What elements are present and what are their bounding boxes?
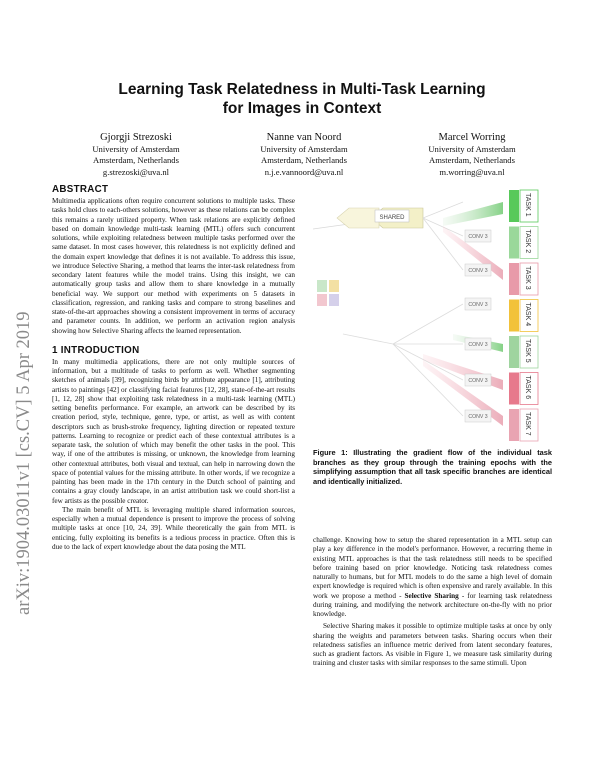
author-affiliation: University of Amsterdam <box>428 144 516 154</box>
task-bar <box>509 300 519 332</box>
author-email[interactable]: g.strezoski@uva.nl <box>102 166 170 177</box>
paper-title <box>60 80 544 118</box>
trunk-line <box>313 224 349 229</box>
intro-heading: 1 INTRODUCTION <box>52 344 140 356</box>
right-paragraph-1-text: challenge. Knowing how to setup the shared representation in a MTL setup can play a key difference in the model's performance. However, a recurring theme in existing MTL approaches is that the task relatedness still needs to be specified before training based on prior knowledge. Noticing task relatedness comes naturally to humans, but for MTL models to do the same a high level of domain expert knowledge is required which is often expensive and rarely available. In this work we propose a method - <box>313 536 552 600</box>
branch-label-conv: CONV 3 <box>468 414 488 420</box>
task-bar <box>509 373 519 405</box>
author-1 <box>52 131 220 178</box>
task-label: TASK 2 <box>524 229 531 254</box>
task-label: TASK 3 <box>524 266 531 290</box>
author-2 <box>220 131 388 178</box>
task-label: TASK 5 <box>524 339 531 363</box>
task-label: TASK 1 <box>524 193 531 217</box>
author-block <box>52 131 556 178</box>
figure-diagram <box>313 184 552 444</box>
swatch-4 <box>329 294 339 306</box>
swatch-2 <box>329 280 339 292</box>
figure-1 <box>313 184 552 444</box>
branch-label-conv: CONV 3 <box>468 342 488 348</box>
abstract-heading: ABSTRACT <box>52 184 109 195</box>
author-email[interactable]: m.worring@uva.nl <box>439 166 505 177</box>
intro-paragraph-2: The main benefit of MTL is leveraging multiple shared information sources, especially when a mutual dependence is present to improve the process of solving multiple tasks at once [10, 24, 39]. While theoretically the gain from MTL is enticing, fully exploiting its benefits is a tedious process in practice. Often this is due to the lack of expert knowledge about the data posing the MTL <box>52 505 295 551</box>
author-affiliation: University of Amsterdam <box>92 144 180 154</box>
task-label: TASK 6 <box>524 375 531 400</box>
branch-label-conv: CONV 3 <box>468 302 488 308</box>
branch-label-shared: SHARED <box>379 215 405 221</box>
method-name: Selective Sharing <box>404 591 459 600</box>
author-location: Amsterdam, Netherlands <box>261 155 347 166</box>
title-line-2: for Images in Context <box>222 100 382 117</box>
author-name: Gjorgji Strezoski <box>100 132 172 143</box>
task-bar <box>509 190 519 222</box>
right-paragraph-1 <box>313 536 552 619</box>
left-column <box>52 184 295 552</box>
branch-label-conv: CONV 3 <box>468 378 488 384</box>
right-paragraph-1-end: - for learning task relatedness during training, and modifying the network architecture on-the-fly with no prior knowledge. <box>313 591 552 618</box>
task-bar <box>509 227 519 259</box>
author-email[interactable]: n.j.e.vannoord@uva.nl <box>264 166 344 177</box>
right-paragraph-2: Selective Sharing makes it possible to optimize multiple tasks at once by only sharing the weights and parameters between tasks. Sharing occurs when their relatedness satisfies an influence metric derived from latent secondary features, such as gradient factors. As visible in Figure 1, we measure task similarity during training and cluster tasks with similar responses to the same stimuli. Upon <box>313 622 552 668</box>
branch-label-conv: CONV 3 <box>468 234 488 240</box>
task-label: TASK 4 <box>524 302 531 327</box>
gradient-cone-1 <box>443 202 503 226</box>
author-name: Nanne van Noord <box>266 132 342 143</box>
swatch-1 <box>317 280 327 292</box>
branch-label-conv: CONV 3 <box>468 268 488 274</box>
task-bar <box>509 336 519 368</box>
intro-paragraph-1: In many multimedia applications, there are not only multiple sources of information, but a multitude of tasks to perform as well. Whether segmenting sketches of animals [39], recognizing birds by attribute appearance [1], attributing artists to paintings [42] or classifying facial features [12, 28], state-of-the-art results [1, 12, 28] show that exploiting task relatedness in a multi-task learning (MTL) setting benefits performance. For example, an artwork can be described by its creation period, style, technique, genre, type, or artist, as well as with content descriptors such as brush-stroke frequency, lighting direction or repeated texture patterns. Learning to recognize or predict each of these contextual attributes is a separate task, the solution of which may benefit the other tasks in the pool. This way, if one of the attributes is missing, or unknown, the knowledge from learning other contextual attributes, both visual and textual, can help in narrowing down the space of potential values for the missing attribute. In other words, if we recognize a painting has been made in the 17th century in the Dutch school of painting and contains a gray cloudy landscape, in an artist attribution task we could short-list a few artists as the possible creator. <box>52 357 295 505</box>
task-label: TASK 7 <box>524 412 531 436</box>
title-line-1: Learning Task Relatedness in Multi-Task Learning <box>118 81 486 98</box>
arxiv-stamp <box>2 200 36 620</box>
author-location: Amsterdam, Netherlands <box>429 155 515 166</box>
task-bar <box>509 263 519 295</box>
swatch-3 <box>317 294 327 306</box>
figure-caption: Figure 1: Illustrating the gradient flow of the individual task branches as they group through the training epochs with the simplifying assumption that all task specific branches are identical and identically initialized. <box>313 448 552 486</box>
right-column <box>313 536 552 669</box>
author-3 <box>388 131 556 178</box>
abstract-text: Multimedia applications often require concurrent solutions to multiple tasks. These tasks hold clues to each-others solutions, however as these relations can be complex this remains a rarely utilized property. When task relations are explicitly defined based on domain knowledge multi-task learning (MTL) offers such concurrent solutions, while exploiting relatedness between multiple tasks performed over the same dataset. In most cases however, this relatedness is not explicitly defined and the domain expert knowledge that defines it is not available. To address this issue, we introduce Selective Sharing, a method that learns the inter-task relatedness from secondary latent features while the model trains. Using this insight, we can automatically group tasks and allow them to share knowledge in a mutually beneficial way. We support our method with experiments on 5 datasets in classification, regression, and ranking tasks and compare to strong baselines and state-of-the-art approaches showing a consistent improvement in terms of accuracy and parameter counts. In addition, we perform an activation region analysis showing how Selective Sharing affects the learned representation. <box>52 197 295 335</box>
arxiv-id: arXiv:1904.03011v1 [cs.CV] 5 Apr 2019 <box>14 311 34 615</box>
author-location: Amsterdam, Netherlands <box>93 155 179 166</box>
task-bar <box>509 409 519 441</box>
author-name: Marcel Worring <box>438 132 506 143</box>
author-affiliation: University of Amsterdam <box>260 144 348 154</box>
